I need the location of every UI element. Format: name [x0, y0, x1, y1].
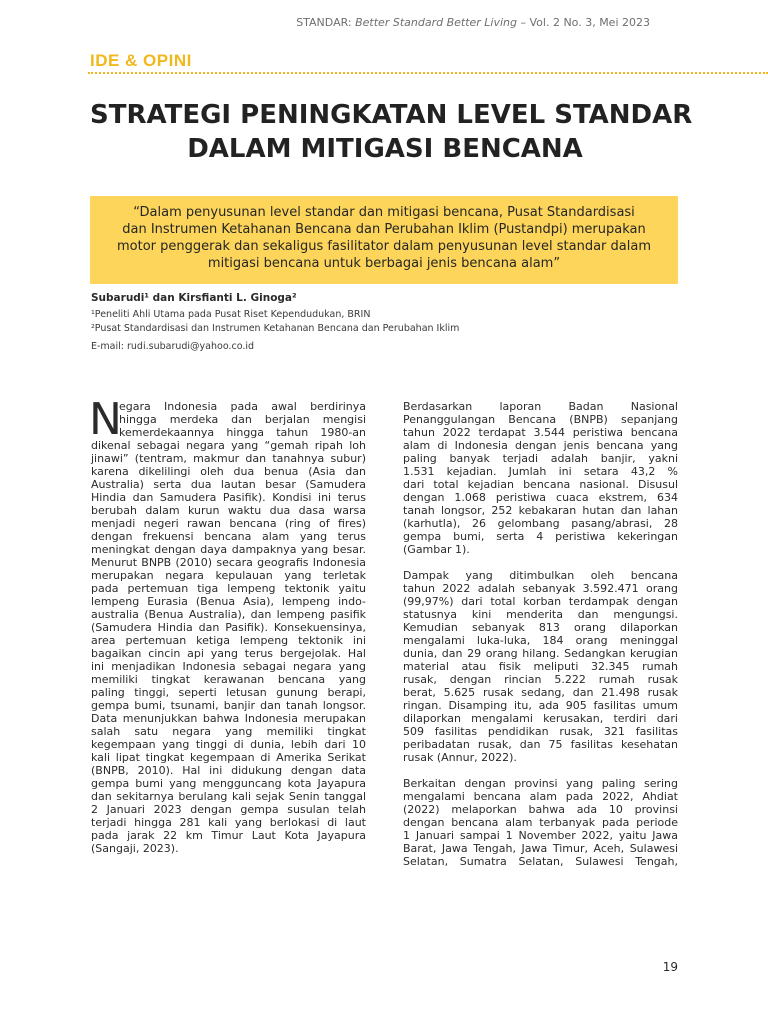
body-line: kali lipat tingkat kegempaan di Amerika Serikat	[91, 751, 366, 764]
body-line: dari total kejadian bencana nasional. Disusul	[403, 478, 678, 491]
author-names: Subarudi¹ dan Kirsfianti L. Ginoga²	[91, 292, 297, 304]
body-line: paling banyak terjadi adalah banjir, yakni	[403, 452, 678, 465]
body-line: ringan. Disamping itu, ada 905 fasilitas umum	[403, 699, 678, 712]
body-line: Data menunjukkan bahwa Indonesia merupakan	[91, 712, 366, 725]
body-line: (2022) melaporkan bahwa ada 10 provinsi	[403, 803, 678, 816]
left-column	[89, 394, 366, 855]
body-line: tanah longsor, 252 kebakaran hutan dan lahan	[403, 504, 678, 517]
body-line: pada pertemuan tiga lempeng tektonik yaitu	[91, 582, 366, 595]
body-line: tahun 2022 terdapat 3.544 peristiwa bencana	[403, 426, 678, 439]
body-line: gempa bumi, tsunami, banjir dan tanah longsor.	[91, 699, 366, 712]
body-line: dan sekitarnya berulang kali sejak Senin tanggal	[91, 790, 366, 803]
body-line: (Samudera Hindia dan Pasifik). Konsekuensinya,	[91, 621, 366, 634]
body-line: Menurut BNPB (2010) secara geografis Indonesia	[91, 556, 366, 569]
body-line: Penanggulangan Bencana (BNPB) sepanjang	[403, 413, 678, 426]
right-column	[403, 400, 678, 868]
paragraph-gap	[403, 764, 678, 777]
body-line: gempa bumi, serta 4 peristiwa kekeringan	[403, 530, 678, 543]
body-line: rusak (Annur, 2022).	[403, 751, 517, 764]
body-line: Barat, Jawa Tengah, Jawa Timur, Aceh, Sulawesi	[403, 842, 678, 855]
body-line: mengalami luka-luka, 184 orang meninggal	[403, 634, 678, 647]
body-line: bagaikan cincin api yang terus bergejolak. Hal	[91, 647, 366, 660]
body-line: dilaporkan mengalami kerusakan, terdiri dari	[403, 712, 678, 725]
section-label: IDE & OPINI	[90, 51, 192, 70]
body-line: area pertemuan ketiga lempeng tektonik ini	[91, 634, 366, 647]
body-line: salah satu negara yang memiliki tingkat	[91, 725, 366, 738]
body-line: Dampak yang ditimbulkan oleh bencana	[403, 569, 678, 582]
body-line: tahun 2022 adalah sebanyak 3.592.471 orang	[403, 582, 678, 595]
affiliation-2: ²Pusat Standardisasi dan Instrumen Ketahanan Bencana dan Perubahan Iklim	[91, 323, 460, 334]
body-line: Berkaitan dengan provinsi yang paling sering	[403, 777, 678, 790]
author-email: E-mail: rudi.subarudi@yahoo.co.id	[91, 341, 255, 352]
body-line: (Sangaji, 2023).	[91, 842, 179, 855]
body-line: Selatan, Sumatra Selatan, Sulawesi Tengah,	[403, 855, 678, 868]
body-line: merupakan negara kepulauan yang terletak	[91, 569, 366, 582]
body-line: dengan 1.068 peristiwa cuaca ekstrem, 634	[403, 491, 678, 504]
title-line: DALAM MITIGASI BENCANA	[187, 134, 583, 164]
body-line: statusnya kini menderita dan mengungsi.	[403, 608, 678, 621]
quote-line: “Dalam penyusunan level standar dan mitigasi bencana, Pusat Standardisasi	[133, 205, 635, 220]
paragraph-gap	[403, 556, 678, 569]
body-line: material atau fisik meliputi 32.345 rumah	[403, 660, 678, 673]
body-line: Australia) serta dua lautan besar (Samudera	[91, 478, 366, 491]
body-line: (99,97%) dari total korban terdampak dengan	[403, 595, 678, 608]
running-header: STANDAR: Better Standard Better Living – Vol. 2 No. 3, Mei 2023	[296, 16, 650, 29]
page-number: 19	[662, 960, 678, 974]
body-line: kemerdekaannya hingga tahun 1980-an	[119, 426, 366, 439]
section-divider	[88, 72, 768, 74]
body-line: egara Indonesia pada awal berdirinya	[119, 400, 366, 413]
body-line: hingga merdeka dan berjalan mengisi	[119, 413, 366, 426]
title-line: STRATEGI PENINGKATAN LEVEL STANDAR	[90, 100, 693, 130]
body-line: Hindia dan Samudera Pasifik). Kondisi ini terus	[91, 491, 366, 504]
body-line: 1.531 kejadian. Jumlah ini setara 43,2 %	[403, 465, 678, 478]
body-line: alam di Indonesia dengan jenis bencana yang	[403, 439, 678, 452]
body-line: ini menjadikan Indonesia sebagai negara yang	[91, 660, 366, 673]
body-line: 509 fasilitas pendidikan rusak, 321 fasilitas	[403, 725, 678, 738]
body-line: 1 Januari sampai 1 November 2022, yaitu Jawa	[403, 829, 678, 842]
quote-line: motor penggerak dan sekaligus fasilitator dalam penyusunan level standar dalam	[117, 239, 651, 254]
affiliation-1: ¹Peneliti Ahli Utama pada Pusat Riset Kependudukan, BRIN	[91, 309, 371, 320]
body-line: rusak, dengan rincian 5.222 rumah rusak	[403, 673, 678, 686]
body-line: dengan frekuensi bencana alam yang terus	[91, 530, 366, 543]
body-line: (BNPB, 2010). Hal ini didukung dengan data	[91, 764, 366, 777]
body-line: dunia, dan 29 orang hilang. Sedangkan kerugian	[403, 647, 678, 660]
body-line: dikenal sebagai negara yang “gemah ripah loh	[91, 439, 366, 452]
body-line: australia (Benua Australia), dan lempeng pasifik	[91, 608, 366, 621]
body-line: Kemudian sebanyak 813 orang dilaporkan	[403, 621, 678, 634]
body-line: karena dikelilingi oleh dua benua (Asia dan	[91, 465, 366, 478]
drop-cap: N	[89, 394, 122, 445]
body-line: paling tinggi, seperti letusan gunung berapi,	[91, 686, 366, 699]
body-line: (karhutla), 26 gelombang pasang/abrasi, 28	[403, 517, 678, 530]
pull-quote	[90, 196, 678, 284]
body-line: berubah dalam kurun waktu dua dasa warsa	[91, 504, 366, 517]
body-line: berat, 5.625 rusak sedang, dan 21.498 rusak	[403, 686, 678, 699]
body-line: (Gambar 1).	[403, 543, 470, 556]
body-line: menjadi negeri rawan bencana (ring of fires)	[91, 517, 366, 530]
body-line: peribadatan rusak, dan 75 fasilitas kesehatan	[403, 738, 678, 751]
body-line: pada jarak 22 km Timur Laut Kota Jayapura	[91, 829, 366, 842]
body-line: kegempaan yang tinggi di dunia, lebih dari 10	[91, 738, 366, 751]
body-line: Berdasarkan laporan Badan Nasional	[403, 400, 678, 413]
body-line: meningkat dengan daya dampaknya yang besar.	[91, 543, 366, 556]
body-line: dengan bencana alam terbanyak pada periode	[403, 816, 678, 829]
body-line: lempeng Eurasia (Benua Asia), lempeng indo-	[91, 595, 366, 608]
body-line: terjadi hingga 281 kali yang berlokasi di laut	[91, 816, 366, 829]
article-title	[90, 98, 693, 166]
quote-line: mitigasi bencana untuk berbagai jenis bencana alam”	[207, 256, 561, 271]
body-line: 2 Januari 2023 dengan gempa susulan telah	[91, 803, 366, 816]
body-line: mengalami bencana alam pada 2022, Ahdiat	[403, 790, 678, 803]
body-line: gempa bumi yang mengguncang kota Jayapura	[91, 777, 366, 790]
body-line: jinawi” (tentram, makmur dan tanahnya subur)	[91, 452, 366, 465]
body-line: memiliki tingkat kerawanan bencana yang	[91, 673, 366, 686]
quote-line: dan Instrumen Ketahanan Bencana dan Perubahan Iklim (Pustandpi) merupakan	[122, 222, 646, 237]
